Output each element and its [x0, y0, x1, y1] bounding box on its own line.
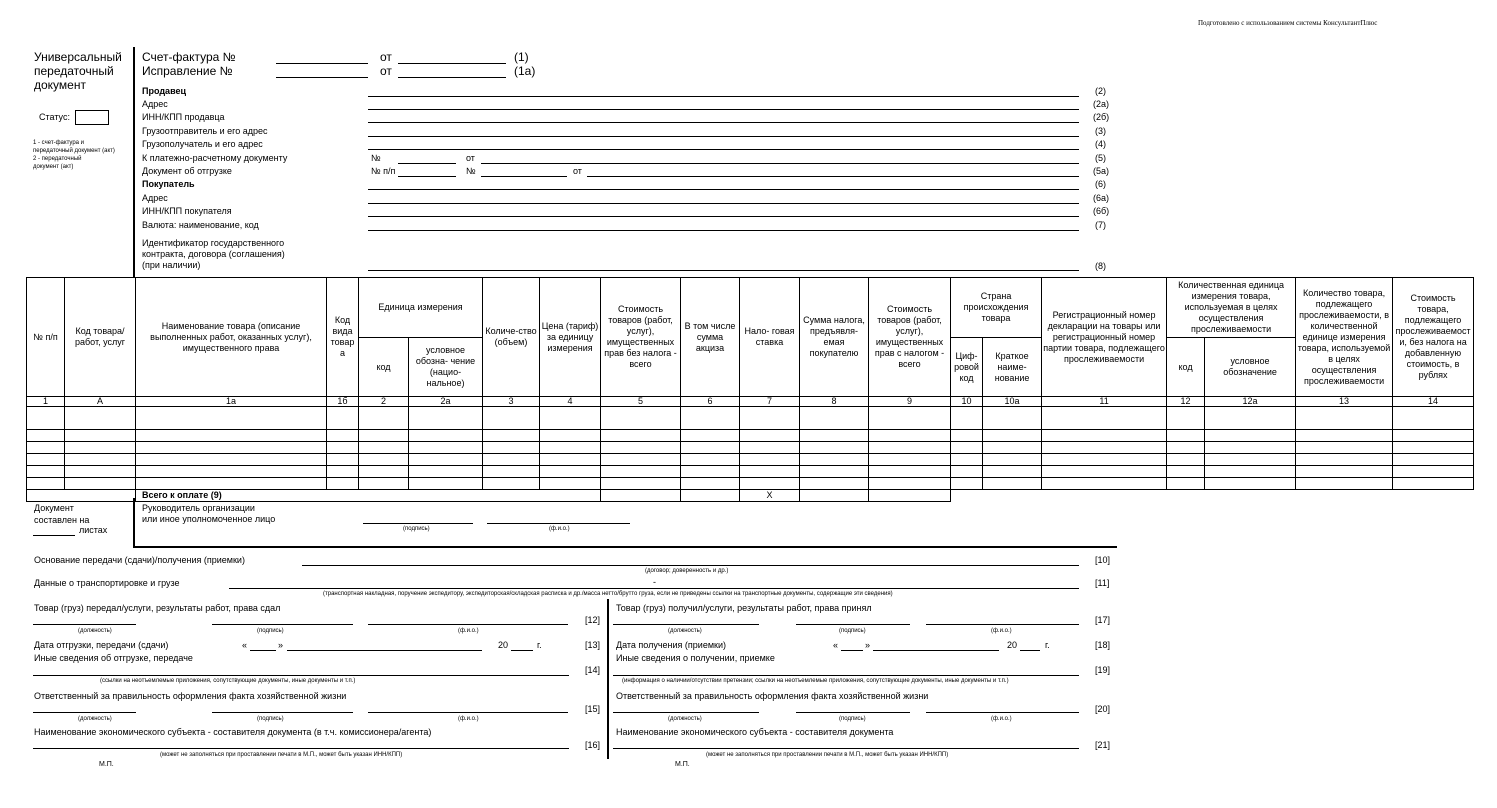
- col-number: 14: [1393, 397, 1474, 407]
- recv-resp-signature-field[interactable]: [796, 712, 910, 713]
- recv-stamp-label: М.П.: [675, 761, 690, 768]
- buyer-inn-label: ИНН/КПП покупателя: [142, 206, 232, 216]
- ship-year-prefix: 20: [498, 640, 509, 650]
- ship-other-code: [14]: [585, 665, 601, 675]
- payment-doc-code: (5): [1095, 153, 1106, 163]
- transport-code: [11]: [1095, 578, 1110, 588]
- recv-year-suffix: г.: [1045, 640, 1050, 650]
- col-number: 5: [601, 397, 681, 407]
- currency-field[interactable]: [368, 230, 1079, 231]
- col-header-product-kind: Код вида товар а: [327, 278, 359, 397]
- recv-date-quote-open: «: [833, 640, 839, 650]
- transport-label: Данные о транспортировке и грузе: [34, 578, 180, 588]
- col-number: 4: [540, 397, 601, 407]
- shipment-doc-number-field[interactable]: [481, 176, 567, 177]
- given-position-field[interactable]: [33, 624, 136, 625]
- invoice-from-label: от: [380, 50, 392, 64]
- table-row[interactable]: [27, 478, 1474, 490]
- col-header-tax-amount: Сумма налога, предъявля- емая покупателю: [800, 278, 869, 397]
- col-header-trace-cost: Стоимость товара, подлежащего прослеживаемост и, без налога на добавленную стоимость, в рублях: [1393, 278, 1474, 397]
- top-note: Подготовлено с использованием системы КонсультантПлюс: [1198, 19, 1378, 27]
- currency-label: Валюта: наименование, код: [142, 220, 259, 230]
- given-entity-field[interactable]: [33, 748, 569, 749]
- given-entity-caption: (может не заполняться при проставлении печати в М.П., может быть указан ИНН/КПП): [160, 752, 403, 758]
- received-signature-caption: (подпись): [839, 628, 866, 634]
- transport-dash: -: [653, 577, 656, 587]
- recv-month-field[interactable]: [873, 650, 999, 651]
- ship-day-field[interactable]: [250, 650, 276, 651]
- total-label: Всего к оплате (9): [136, 490, 601, 502]
- shipment-doc-pp-field[interactable]: [398, 176, 456, 177]
- shipment-doc-pp-label: № п/п: [371, 166, 396, 176]
- currency-code: (7): [1095, 220, 1106, 230]
- left-separator: [133, 47, 135, 277]
- basis-code: [10]: [1095, 555, 1111, 565]
- recv-entity-field[interactable]: [613, 748, 1079, 749]
- payment-doc-number-field[interactable]: [398, 163, 456, 164]
- correction-label: Исправление №: [142, 64, 233, 78]
- given-code: [12]: [585, 615, 601, 625]
- col-number: 13: [1296, 397, 1393, 407]
- col-number: 2а: [409, 397, 483, 407]
- status-label: Статус:: [39, 112, 70, 122]
- seller-field[interactable]: [368, 96, 1079, 97]
- col-header-unit-code: код: [359, 338, 409, 397]
- transport-caption: (транспортная накладная, поручение экспедитору, экспедиторская/складская расписка и др./масса нетто/брутто груза, если не приведены ссылки на транспортные документы, содержащие эти сведения): [323, 591, 893, 597]
- head-label: Руководитель организации или иное уполномоченное лицо: [142, 503, 276, 524]
- seller-address-field[interactable]: [368, 109, 1079, 110]
- given-resp-fio-field[interactable]: [368, 712, 568, 713]
- ship-date-code: [13]: [585, 640, 601, 650]
- seller-address-label: Адрес: [142, 99, 168, 109]
- invoice-number-field[interactable]: [276, 63, 368, 64]
- col-header-number: № п/п: [27, 278, 65, 397]
- recv-entity-code: [21]: [1095, 740, 1111, 750]
- recv-resp-code: [20]: [1095, 704, 1111, 714]
- given-fio-field[interactable]: [368, 624, 568, 625]
- total-excise: [681, 490, 740, 502]
- lower-separator-bottom: [133, 546, 1117, 548]
- consignor-field[interactable]: [368, 136, 1079, 137]
- invoice-code: (1): [514, 50, 529, 64]
- received-code: [17]: [1095, 615, 1111, 625]
- correction-date-field[interactable]: [398, 77, 506, 78]
- ship-other-caption: (ссылки на неотъемлемые приложения, сопутствующие документы, иные документы и т.п.): [100, 678, 356, 684]
- goods-table: [26, 277, 1474, 502]
- given-signature-caption: (подпись): [257, 628, 284, 634]
- seller-address-code: (2а): [1093, 99, 1110, 109]
- shipment-doc-label: Документ об отгрузке: [142, 166, 232, 176]
- col-header-trace-code: код: [1167, 338, 1205, 397]
- ship-other-label: Иные сведения об отгрузке, передаче: [34, 653, 193, 663]
- col-number: 1а: [136, 397, 327, 407]
- seller-inn-code: (2б): [1093, 112, 1110, 122]
- basis-label: Основание передачи (сдачи)/получения (приемки): [34, 555, 245, 565]
- shipment-doc-code: (5а): [1093, 166, 1110, 176]
- received-fio-field[interactable]: [926, 624, 1079, 625]
- recv-resp-fio-caption: (ф.и.о.): [991, 716, 1012, 722]
- given-entity-code: [16]: [585, 740, 601, 750]
- invoice-label: Счет-фактура №: [142, 50, 236, 64]
- col-number: 9: [869, 397, 951, 407]
- received-position-field[interactable]: [613, 624, 759, 625]
- buyer-label: Покупатель: [142, 179, 195, 189]
- table-row[interactable]: [27, 454, 1474, 466]
- received-label: Товар (груз) получил/услуги, результаты работ, права принял: [616, 603, 872, 613]
- buyer-inn-code: (6б): [1093, 206, 1110, 216]
- col-header-tax-rate: Нало- говая ставка: [740, 278, 800, 397]
- given-fio-caption: (ф.и.о.): [458, 628, 479, 634]
- given-resp-label: Ответственный за правильность оформления факта хозяйственной жизни: [34, 691, 347, 701]
- recv-other-code: [19]: [1095, 665, 1111, 675]
- col-number: 7: [740, 397, 800, 407]
- table-row[interactable]: [27, 442, 1474, 454]
- gov-contract-label: Идентификатор государственного контракта, договора (соглашения) (при наличии): [142, 238, 285, 270]
- col-header-product-name: Наименование товара (описание выполненных работ, оказанных услуг), имущественного права: [136, 278, 327, 397]
- ship-other-field[interactable]: [33, 675, 569, 676]
- given-position-caption: (должность): [78, 628, 112, 634]
- correction-number-field[interactable]: [276, 77, 368, 78]
- given-stamp-label: М.П.: [99, 761, 114, 768]
- sheets-label: Документ составлен на: [34, 503, 90, 525]
- consignor-label: Грузоотправитель и его адрес: [142, 126, 268, 136]
- given-label: Товар (груз) передал/услуги, результаты работ, права сдал: [34, 603, 281, 613]
- ship-year-suffix: г.: [537, 640, 542, 650]
- recv-date-quote-close: »: [865, 640, 871, 650]
- given-resp-code: [15]: [585, 704, 601, 714]
- seller-label: Продавец: [142, 86, 187, 96]
- given-signature-field[interactable]: [212, 624, 353, 625]
- given-resp-signature-field[interactable]: [212, 712, 353, 713]
- sheets-label-tail: листах: [79, 525, 108, 535]
- col-header-trace-quantity: Количество товара, подлежащего прослеживаемости, в количественной единице измерения товара, используемой в целях осуществления прослеживаемости: [1296, 278, 1393, 397]
- col-header-trace-name: условное обозначение: [1205, 338, 1296, 397]
- buyer-field[interactable]: [368, 189, 1079, 190]
- invoice-date-field[interactable]: [398, 63, 506, 64]
- col-header-cost-with-tax: Стоимость товаров (работ, услуг), имущественных прав с налогом - всего: [869, 278, 951, 397]
- consignee-code: (4): [1095, 139, 1106, 149]
- correction-code: (1а): [514, 64, 536, 78]
- consignor-code: (3): [1095, 126, 1106, 136]
- recv-year-prefix: 20: [1007, 640, 1018, 650]
- ship-date-quote-close: »: [278, 640, 284, 650]
- recv-other-field[interactable]: [613, 675, 1079, 676]
- buyer-address-field[interactable]: [368, 203, 1079, 204]
- recv-resp-label: Ответственный за правильность оформления факта хозяйственной жизни: [616, 691, 929, 701]
- col-header-quantity: Количе-ство (объем): [483, 278, 540, 397]
- col-number: 12: [1167, 397, 1205, 407]
- received-signature-field[interactable]: [796, 624, 910, 625]
- col-header-cost: Стоимость товаров (работ, услуг), имущественных прав без налога - всего: [601, 278, 681, 397]
- shipment-doc-date-field[interactable]: [587, 176, 1079, 177]
- total-row: [27, 490, 1474, 502]
- col-header-country: Страна происхождения товара: [951, 278, 1042, 338]
- recv-date-label: Дата получения (приемки): [616, 640, 726, 650]
- given-resp-signature-caption: (подпись): [257, 716, 284, 722]
- buyer-address-label: Адрес: [142, 193, 168, 203]
- seller-inn-label: ИНН/КПП продавца: [142, 112, 225, 122]
- col-number: 6: [681, 397, 740, 407]
- col-number: 1б: [327, 397, 359, 407]
- recv-date-code: [18]: [1095, 640, 1111, 650]
- recv-resp-signature-caption: (подпись): [839, 716, 866, 722]
- given-resp-fio-caption: (ф.и.о.): [458, 716, 479, 722]
- table-row[interactable]: [27, 430, 1474, 442]
- payment-doc-from-label: от: [466, 153, 475, 163]
- col-number: 8: [800, 397, 869, 407]
- ship-date-quote-open: «: [242, 640, 248, 650]
- col-number: 2: [359, 397, 409, 407]
- col-header-unit: Единица измерения: [359, 278, 483, 338]
- col-header-unit-name: условное обозна- чение (нацио- нальное): [409, 338, 483, 397]
- total-cost[interactable]: [601, 490, 681, 502]
- gov-contract-field[interactable]: [368, 270, 1079, 271]
- basis-caption: (договор; доверенность и др.): [645, 568, 729, 574]
- basis-field[interactable]: [302, 565, 1079, 566]
- payment-doc-no-label: №: [371, 153, 381, 163]
- head-signature-field[interactable]: [363, 523, 473, 524]
- head-fio-field[interactable]: [487, 523, 630, 524]
- recv-year-field[interactable]: [1020, 650, 1040, 651]
- lower-separator: [133, 498, 135, 548]
- correction-from-label: от: [380, 64, 392, 78]
- col-header-trace-unit: Количественная единица измерения товара, используемая в целях осуществления прослеживаемости: [1167, 278, 1296, 338]
- payment-doc-label: К платежно-расчетному документу: [142, 153, 288, 163]
- col-number: 10а: [983, 397, 1042, 407]
- table-row[interactable]: [27, 407, 1474, 430]
- head-signature-caption: (подпись): [403, 526, 430, 532]
- given-resp-position-field[interactable]: [33, 712, 136, 713]
- recv-entity-label: Наименование экономического субъекта - составителя документа: [616, 727, 894, 737]
- total-cost-with-tax[interactable]: [869, 490, 951, 502]
- buyer-code: (6): [1095, 179, 1106, 189]
- transport-field[interactable]: [229, 588, 1079, 589]
- col-number: А: [65, 397, 136, 407]
- col-header-registration: Регистрационный номер декларации на товары или регистрационный номер партии товара, подлежащего прослеживаемости: [1042, 278, 1167, 397]
- col-header-excise: В том числе сумма акциза: [681, 278, 740, 397]
- total-mark: X: [740, 490, 800, 502]
- seller-inn-field[interactable]: [368, 122, 1079, 123]
- status-input[interactable]: [75, 110, 109, 125]
- recv-other-caption: (информация о наличии/отсутствии претензии; ссылки на неотъемлемые приложения, сопутствующие документы, иные документы и т.п.): [622, 678, 1009, 684]
- middle-divider: [607, 599, 609, 759]
- col-header-country-name: Краткое наиме- нование: [983, 338, 1042, 397]
- ship-month-field[interactable]: [287, 650, 482, 651]
- ship-year-field[interactable]: [511, 650, 533, 651]
- table-row[interactable]: [27, 466, 1474, 478]
- payment-doc-date-field[interactable]: [481, 163, 1079, 164]
- received-fio-caption: (ф.и.о.): [991, 628, 1012, 634]
- buyer-inn-field[interactable]: [368, 216, 1079, 217]
- col-number: 1: [27, 397, 65, 407]
- col-number: 3: [483, 397, 540, 407]
- col-number: 12а: [1205, 397, 1296, 407]
- given-entity-label: Наименование экономического субъекта - составителя документа (в т.ч. комиссионера/агента): [34, 727, 432, 737]
- seller-code: (2): [1095, 86, 1106, 96]
- received-position-caption: (должность): [668, 628, 702, 634]
- shipment-doc-from-label: от: [573, 166, 582, 176]
- recv-resp-position-caption: (должность): [668, 716, 702, 722]
- recv-resp-fio-field[interactable]: [926, 712, 1079, 713]
- recv-day-field[interactable]: [841, 650, 863, 651]
- shipment-doc-no-label: №: [466, 166, 476, 176]
- col-header-price: Цена (тариф) за единицу измерения: [540, 278, 601, 397]
- col-number: 10: [951, 397, 983, 407]
- buyer-address-code: (6а): [1093, 193, 1110, 203]
- status-notes: 1 - счет-фактура и передаточный документ (акт) 2 - передаточный документ (акт): [33, 140, 115, 170]
- consignee-label: Грузополучатель и его адрес: [142, 139, 263, 149]
- recv-resp-position-field[interactable]: [613, 712, 759, 713]
- col-number: 11: [1042, 397, 1167, 407]
- col-header-country-code: Циф- ровой код: [951, 338, 983, 397]
- column-numbers-row: [27, 397, 1474, 407]
- document-title: Универсальный передаточный документ: [34, 50, 122, 92]
- given-resp-position-caption: (должность): [78, 716, 112, 722]
- recv-other-label: Иные сведения о получении, приемке: [616, 653, 775, 663]
- sheets-count-field[interactable]: [33, 535, 75, 536]
- ship-date-label: Дата отгрузки, передачи (сдачи): [34, 640, 169, 650]
- total-tax[interactable]: [800, 490, 869, 502]
- consignee-field[interactable]: [368, 149, 1079, 150]
- head-fio-caption: (ф.и.о.): [549, 526, 570, 532]
- gov-contract-code: (8): [1095, 261, 1106, 271]
- col-header-product-code: Код товара/ работ, услуг: [65, 278, 136, 397]
- recv-entity-caption: (может не заполняться при проставлении печати в М.П., может быть указан ИНН/КПП): [706, 752, 949, 758]
